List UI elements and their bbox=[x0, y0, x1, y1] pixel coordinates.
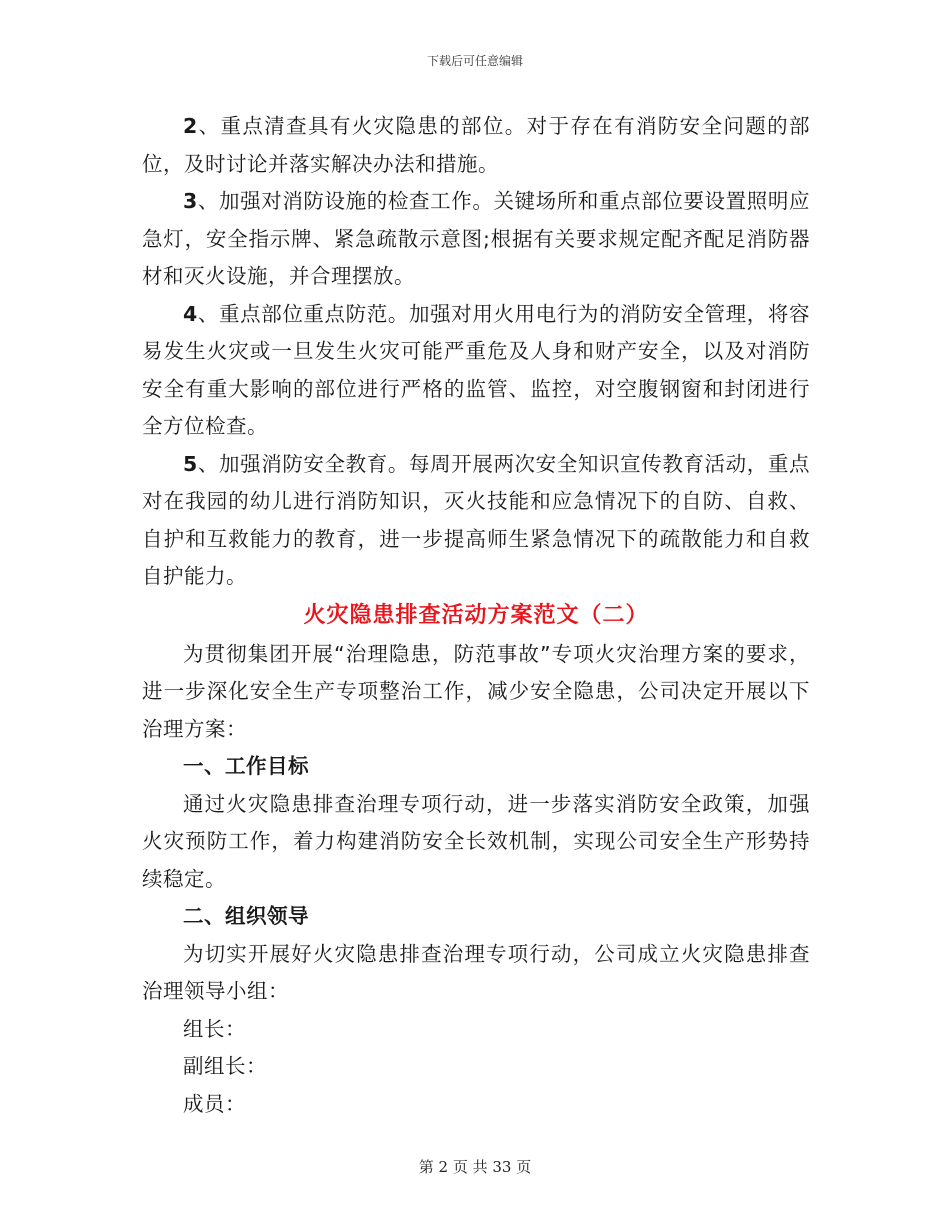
page-header: 下载后可任意编辑 bbox=[426, 54, 523, 68]
goal-paragraph: 通过火灾隐患排查治理专项行动，进一步落实消防安全政策，加强火灾预防工作，着力构建消防安全长效机制，实现公司安全生产形势持续稳定。 bbox=[142, 791, 810, 891]
role-members: 成员： bbox=[183, 1091, 246, 1116]
role-deputy-leader: 副组长： bbox=[183, 1054, 267, 1078]
item-text: 、重点部位重点防范。加强对用火用电行为的消防安全管理，将容易发生火灾或一旦发生火灾可能严重危及人身和财产安全，以及对消防安全有重大影响的部位进行严格的监管、监控，对空腹钢窗和封闭进行全方位检查。 bbox=[142, 301, 810, 438]
item-text: 、加强消防安全教育。每周开展两次安全知识宣传教育活动，重点对在我园的幼儿进行消防知识，灭火技能和应急情况下的自防、自救、自护和互救能力的教育，进一步提高师生紧急情况下的疏散能力和自救自护能力。 bbox=[142, 451, 810, 588]
section-title: 火灾隐患排查活动方案范文（二） bbox=[303, 602, 649, 628]
list-item-5 bbox=[142, 446, 810, 596]
item-text: 、加强对消防设施的检查工作。关键场所和重点部位要设置照明应急灯，安全指示牌、紧急疏散示意图;根据有关要求规定配齐配足消防器材和灭火设施，并合理摆放。 bbox=[142, 189, 810, 288]
item-text: 、重点清查具有火灾隐患的部位。对于存在有消防安全问题的部位，及时讨论并落实解决办法和措施。 bbox=[142, 114, 810, 176]
heading-work-goal: 一、工作目标 bbox=[183, 754, 309, 778]
role-leader: 组长： bbox=[183, 1016, 246, 1041]
item-number: 2 bbox=[183, 114, 198, 138]
list-item-3 bbox=[142, 183, 810, 296]
intro-paragraph: 为贯彻集团开展“治理隐患，防范事故”专项火灾治理方案的要求，进一步深化安全生产专项整治工作，减少安全隐患，公司决定开展以下治理方案： bbox=[142, 641, 810, 741]
item-number: 3 bbox=[183, 189, 198, 213]
heading-organization: 二、组织领导 bbox=[183, 904, 309, 928]
item-number: 4 bbox=[183, 301, 198, 326]
item-number: 5 bbox=[183, 451, 198, 476]
document-body bbox=[142, 108, 810, 1123]
org-paragraph: 为切实开展好火灾隐患排查治理专项行动，公司成立火灾隐患排查治理领导小组： bbox=[142, 941, 810, 1003]
list-item-4 bbox=[142, 296, 810, 446]
page-footer: 第 2 页 共 33 页 bbox=[418, 1158, 532, 1176]
list-item-2 bbox=[142, 108, 810, 183]
